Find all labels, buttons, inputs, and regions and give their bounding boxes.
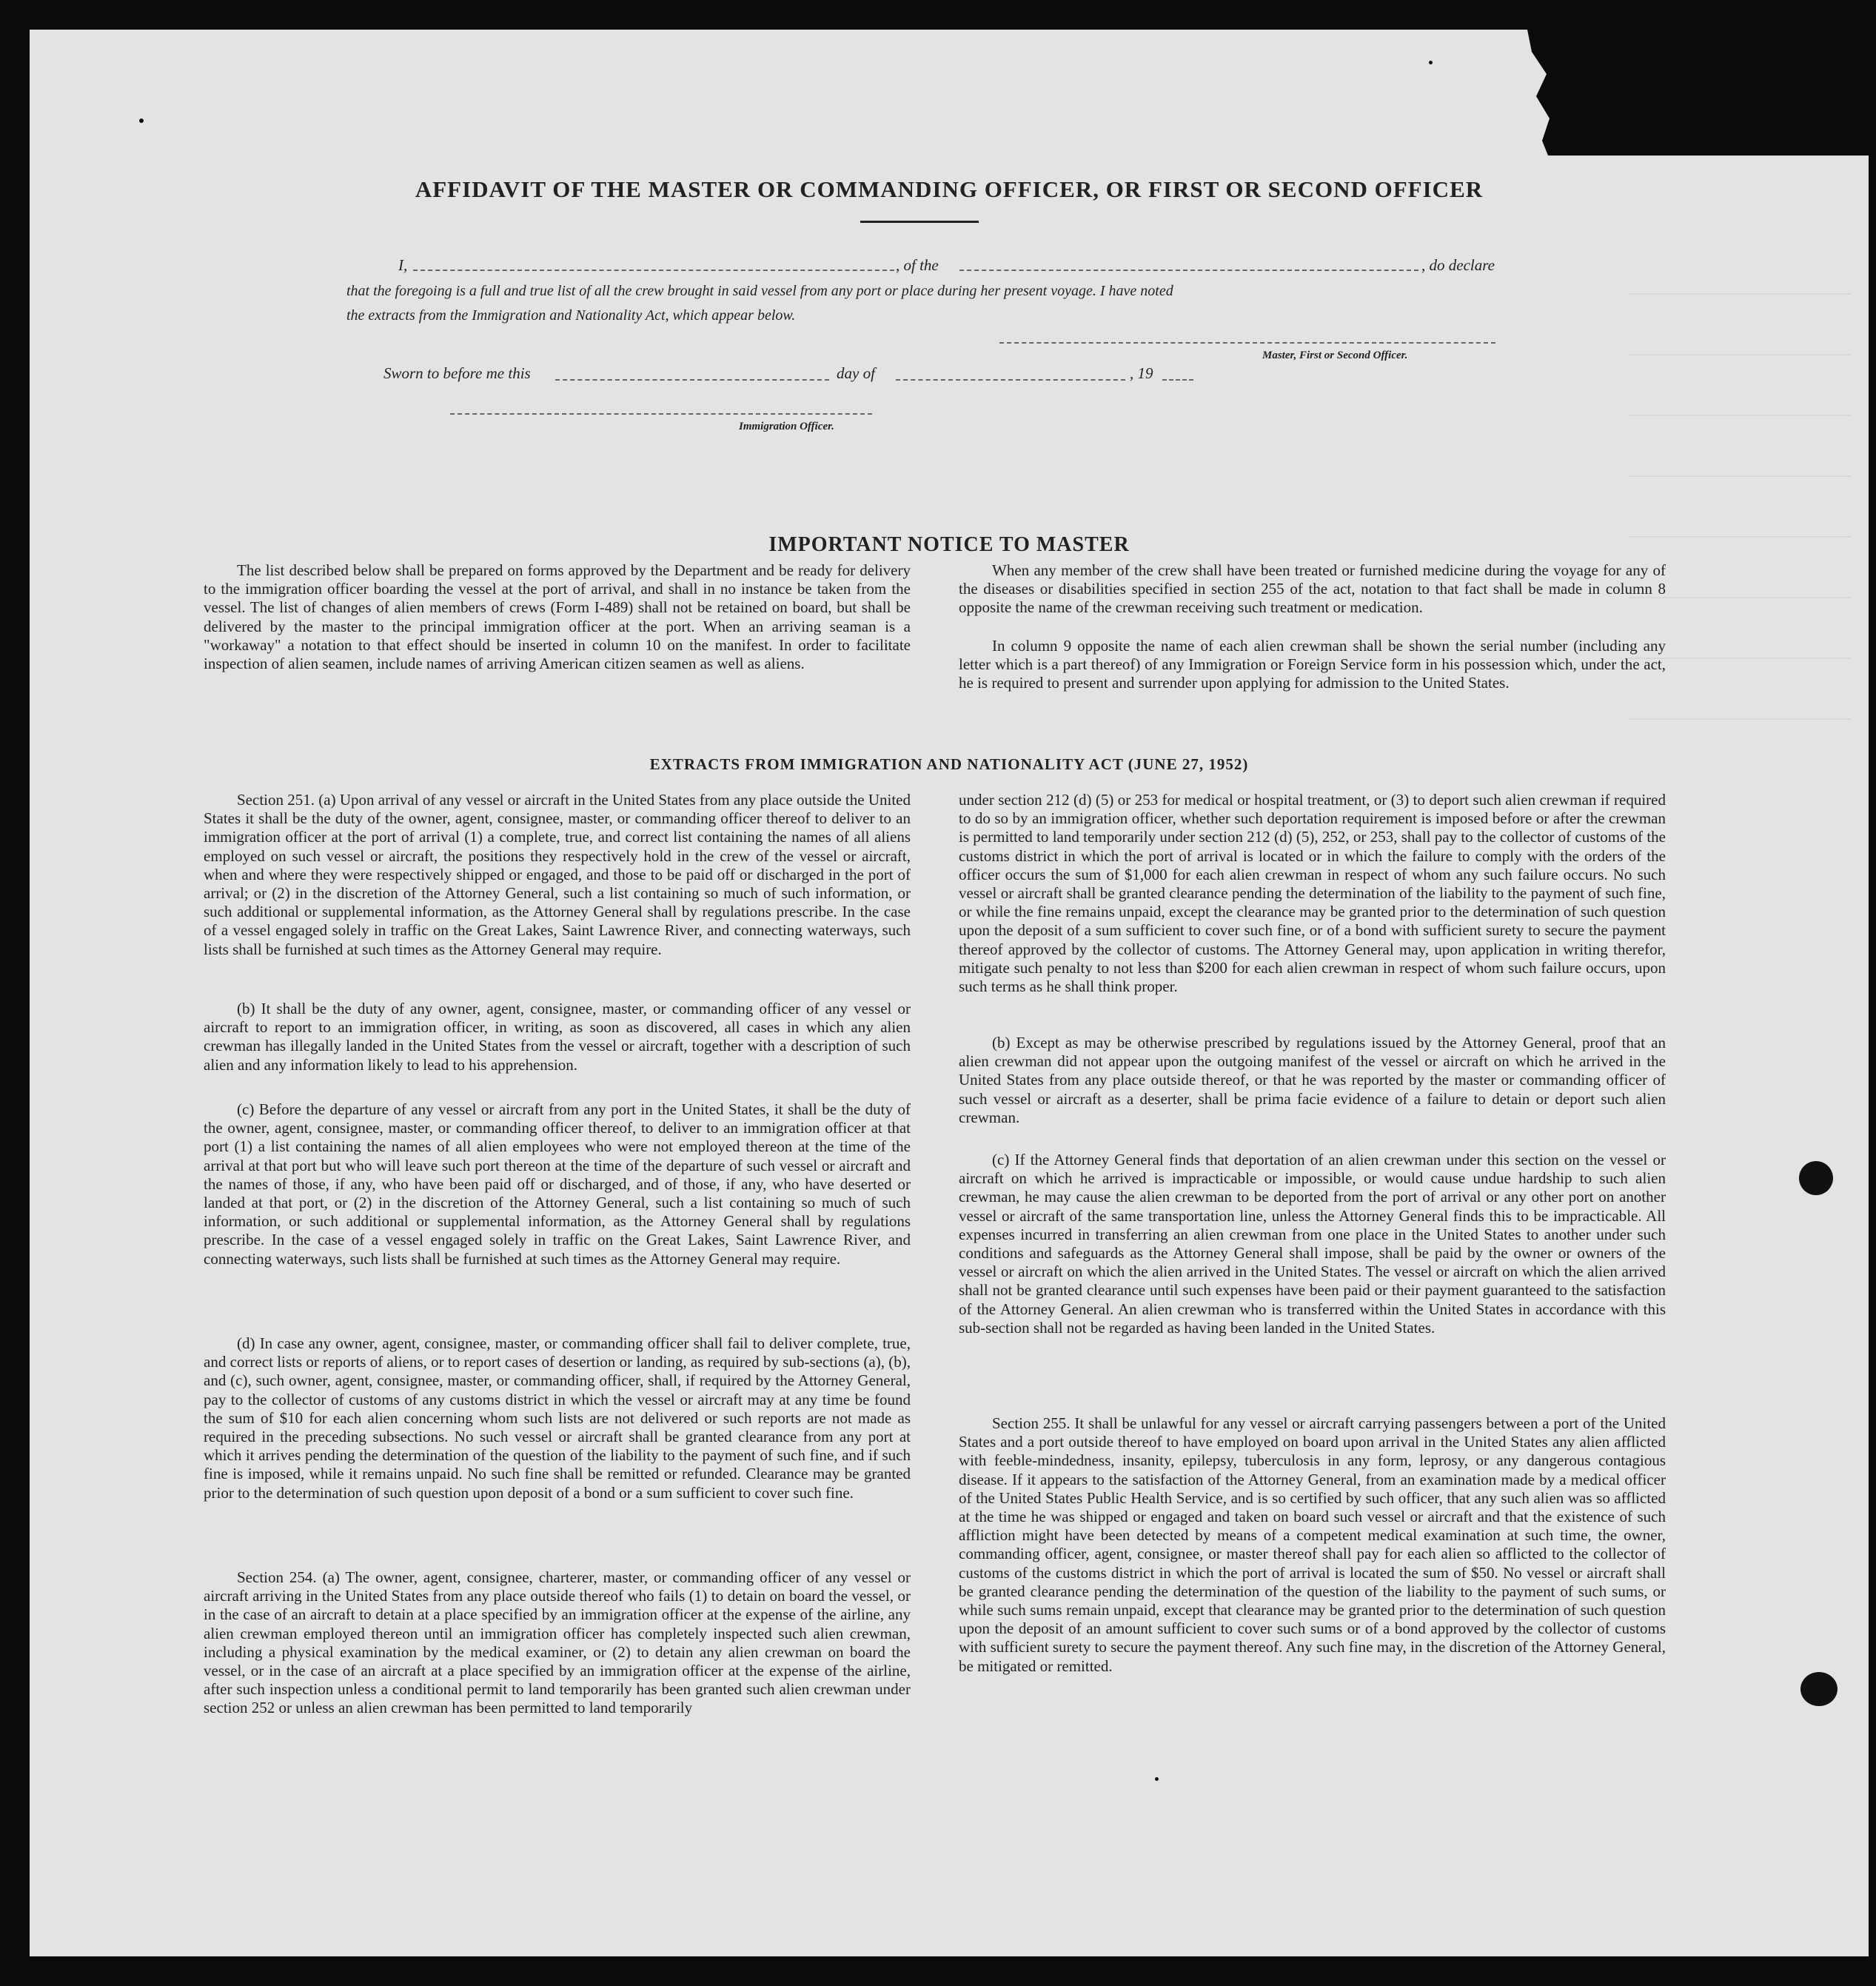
torn-page-corner (1521, 30, 1869, 156)
punch-hole (1800, 1672, 1838, 1706)
immigration-officer-signature-blank[interactable] (450, 413, 872, 415)
title-rule (860, 221, 979, 223)
sworn-day-of: day of (837, 364, 875, 382)
punch-hole (1799, 1161, 1833, 1195)
sworn-month-blank[interactable] (896, 379, 1125, 381)
section-254-b: (b) Except as may be otherwise prescribed by regulations issued by the Attorney General, proof that an alien crewman did not appear upon the outgoing manifest of the vessel or aircraft on which he arrived in the United States from any place outside thereof, or that he was reported by the master or commanding officer of such vessel or aircraft as a deserter, shall be prima facie evidence of a failure to detain or deport such alien crewman. (959, 1034, 1666, 1126)
declaration-of-the: , of the (896, 256, 939, 274)
notice-left-paragraph: The list described below shall be prepared on forms approved by the Department and be ready for delivery to the immigration officer boarding the vessel at the port of arrival, and shall in no instance be taken from the vessel. The list of changes of alien members of crews (Form I-489) shall not be retained on board, but shall be delivered by the master to the principal immigration officer at the port. When an arriving seaman is a "workaway" a notation to that effect should be inserted in column 10 on the manifest. In order to facilitate inspection of alien seamen, include names of arriving American citizen seamen as well as aliens. (204, 561, 911, 673)
master-signature-blank[interactable] (999, 342, 1495, 344)
sworn-prefix: Sworn to before me this (383, 364, 531, 382)
immigration-officer-label: Immigration Officer. (739, 421, 834, 432)
section-251-d: (d) In case any owner, agent, consignee, master, or commanding officer shall fail to deliver complete, true, and correct lists or reports of aliens, or to report cases of desertion or landing, as required by sub-sections (a), (b), and (c), such owner, agent, consignee, master, or commanding officer, shall, if required by the Attorney General, pay to the collector of customs of any customs district in which the vessel or aircraft may at any time be found the sum of $10 for each alien concerning whom such lists are not delivered or such reports are not made as required in the preceding subsections. No such vessel or aircraft shall be granted clearance from any port at which it arrives pending the determination of the question of the liability to the payment of such fine, and if such fine is imposed, while it remains unpaid. No such fine shall be remitted or refunded. Clearance may be granted prior to the determination of such question upon deposit of a bond or a sum sufficient to cover such fine. (204, 1334, 911, 1502)
affidavit-title: AFFIDAVIT OF THE MASTER OR COMMANDING OFFICER, OR FIRST OR SECOND OFFICER (415, 176, 1484, 202)
section-251-a: Section 251. (a) Upon arrival of any vessel or aircraft in the United States from any place outside the United States it shall be the duty of the owner, agent, consignee, master, or commanding officer thereof to deliver to an immigration officer at the port of arrival (1) a complete, true, and correct list containing the names of all aliens employed on such vessel or aircraft, the positions they respectively hold in the crew of the vessel or aircraft, when and where they were respectively shipped or engaged, and those to be paid off or discharged in the port of arrival; or (2) in the discretion of the Attorney General, such a list containing so much of such information, or such additional or supplemental information, as the Attorney General shall by regulations prescribe. In the case of a vessel engaged solely in traffic on the Great Lakes, Saint Lawrence River, and connecting waterways, such lists shall be furnished at such times as the Attorney General may require. (204, 791, 911, 958)
name-blank[interactable] (413, 270, 894, 271)
sworn-day-blank[interactable] (555, 379, 829, 381)
speck (1429, 61, 1433, 64)
notice-title: IMPORTANT NOTICE TO MASTER (768, 533, 1130, 556)
affidavit-form-page (30, 30, 1869, 1956)
notice-right-paragraph-1: When any member of the crew shall have been treated or furnished medicine during the voyage for any of the diseases or disabilities specified in section 255 of the act, notation to that fact shall be made in column 8 opposite the name of the crewman receiving such treatment or medication. (959, 561, 1666, 617)
declaration-do-declare: , do declare (1421, 256, 1495, 274)
declaration-line-3: the extracts from the Immigration and Nationality Act, which appear below. (346, 307, 796, 324)
section-251-b: (b) It shall be the duty of any owner, agent, consignee, master, or commanding officer of any vessel or aircraft to report to an immigration officer, in writing, as soon as discovered, all cases in which any alien crewman has illegally landed in the United States from the vessel or aircraft, together with a description of such alien and any information likely to lead to his apprehension. (204, 1000, 911, 1074)
section-254-a: Section 254. (a) The owner, agent, consignee, charterer, master, or commanding officer of any vessel or aircraft arriving in the United States from any place outside thereof who fails (1) to detain on board the vessel, or in the case of an aircraft to detain at a place specified by an immigration officer at the expense of the airline, any alien crewman employed thereon until an immigration officer has completely inspected such alien crewman, including a physical examination by the medical examiner, or (2) to detain any alien crewman on board the vessel, or in the case of an aircraft at a place specified by an immigration officer at the expense of the airline, after such inspection unless a conditional permit to land temporarily has been granted such alien crewman under section 252 or unless an alien crewman has been permitted to land temporarily (204, 1568, 911, 1717)
declaration-i: I, (398, 256, 408, 274)
section-254-c: (c) If the Attorney General finds that deportation of an alien crewman under this section on the vessel or aircraft on which he arrived is impracticable or impossible, or would cause undue hardship to such alien crewman, he may cause the alien crewman to be deported from the port of arrival or any other port on another vessel or aircraft of the same transportation line, unless the Attorney General finds this to be impracticable. All expenses incurred in transferring an alien crewman from one place in the United States to another under such conditions and safeguards as the Attorney General shall impose, shall be paid by the owner or owners of the vessel or aircraft on which the alien arrived in the United States. The vessel or aircraft on which the alien arrived shall not be granted clearance until such expenses have been paid or their payment guaranteed to the satisfaction of the Attorney General. An alien crewman who is transferred within the United States in accordance with this sub-section shall not be regarded as having been landed in the United States. (959, 1151, 1666, 1337)
section-255: Section 255. It shall be unlawful for any vessel or aircraft carrying passengers between a port of the United States and a port outside thereof to have employed on board upon arrival in the United States any alien afflicted with feeble-mindedness, insanity, epilepsy, tuberculosis in any form, leprosy, or any dangerous contagious disease. If it appears to the satisfaction of the Attorney General, from an examination made by a medical officer of the United States Public Health Service, and is so certified by such officer, that any such alien was so afflicted at the time he was shipped or engaged and taken on board such vessel or aircraft and that the existence of such affliction might have been detected by means of a competent medical examination at such time, the owner, commanding officer, agent, consignee, or master thereof shall pay for each alien so afflicted to the collector of customs of the customs district in which the port of arrival is located the sum of $50. No vessel or aircraft shall be granted clearance pending the determination of the question of the liability to the payment of such sums, or while such sums remain unpaid, except that clearance may be granted prior to the determination of such question upon the deposit of an amount sufficient to cover such sums or of a bond approved by the collector of customs with sufficient surety to secure the payment thereof. Any such fine may, in the discretion of the Attorney General, be mitigated or remitted. (959, 1414, 1666, 1675)
speck (1155, 1777, 1159, 1781)
speck (139, 118, 144, 123)
sworn-year-prefix: , 19 (1130, 364, 1153, 382)
section-251-c: (c) Before the departure of any vessel or aircraft from any port in the United States, it shall be the duty of the owner, agent, consignee, master, or commanding officer thereof, to deliver to an immigration officer at that port (1) a list containing the names of all alien employees who were not employed thereon at the time of the arrival at that port but who will leave such port thereon at the time of the departure of such vessel or aircraft and the names of those, if any, who have been paid off or discharged, and of those, if any, who have deserted or landed at that port, or (2) in the discretion of the Attorney General, such a list containing so much of such information, or such additional or supplemental information, as the Attorney General shall by regulations prescribe. In the case of a vessel engaged solely in traffic on the Great Lakes, Saint Lawrence River, and connecting waterways, such lists shall be furnished at such times as the Attorney General may require. (204, 1100, 911, 1268)
sworn-year-blank[interactable] (1162, 379, 1193, 381)
extracts-title: EXTRACTS FROM IMMIGRATION AND NATIONALITY ACT (JUNE 27, 1952) (649, 755, 1249, 773)
master-signature-label: Master, First or Second Officer. (1262, 350, 1408, 361)
section-254-a-continued: under section 212 (d) (5) or 253 for medical or hospital treatment, or (3) to deport such alien crewman if required to do so by an immigration officer, whether such deportation requirement is imposed before or after the crewman is permitted to land temporarily under section 212 (d) (5), 252, or 253, shall pay to the collector of customs of the customs district in which the port of arrival is located or in which the failure to comply with the orders of the officer occurs the sum of $1,000 for each alien crewman in respect of whom any such failure occurs. No such vessel or aircraft shall be granted clearance pending the determination of the liability to the payment of such fine, or while the fine remains unpaid, except the clearance may be granted prior to the determination of such question upon the deposit of a sum sufficient to cover such fine, or of a bond with sufficient surety to secure the payment thereof approved by the collector of customs. The Attorney General may, upon application in writing therefor, mitigate such penalty to not less than $200 for each alien crewman in respect of whom such failure occurs, upon such terms as he shall think proper. (959, 791, 1666, 996)
notice-right-paragraph-2: In column 9 opposite the name of each alien crewman shall be shown the serial number (including any letter which is a part thereof) of any Immigration or Foreign Service form in his possession which, under the act, he is required to present and surrender upon applying for admission to the United States. (959, 637, 1666, 692)
vessel-name-blank[interactable] (959, 270, 1418, 271)
declaration-line-2: that the foregoing is a full and true list of all the crew brought in said vessel from any port or place during her present voyage. I have noted (346, 283, 1173, 299)
